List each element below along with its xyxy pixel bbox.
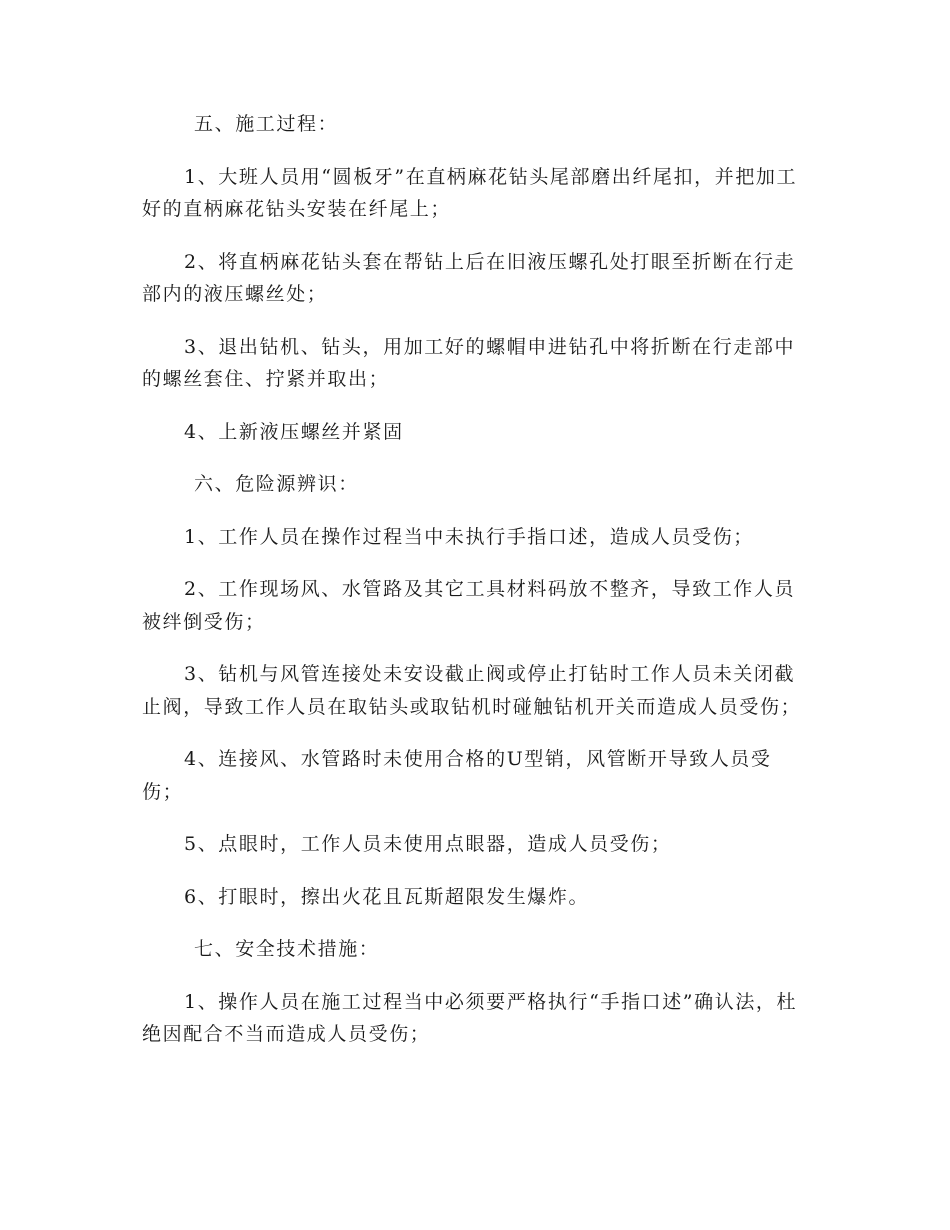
paragraph-safety-measure-1: 1、操作人员在施工过程当中必须要严格执行“手指口述”确认法，杜绝因配合不当而造成人员受伤； xyxy=(142,990,798,1045)
paragraph-process-step-1: 1、大班人员用“圆板牙”在直柄麻花钻头尾部磨出纤尾扣，并把加工好的直柄麻花钻头安装在纤尾上； xyxy=(142,165,798,220)
section-heading-safety-measures: 七、安全技术措施： xyxy=(194,938,380,960)
section-heading-construction-process: 五、施工过程： xyxy=(194,113,339,135)
paragraph-process-step-4: 4、上新液压螺丝并紧固 xyxy=(184,420,404,443)
paragraph-hazard-2: 2、工作现场风、水管路及其它工具材料码放不整齐，导致工作人员被绊倒受伤； xyxy=(142,578,796,633)
paragraph-process-step-3: 3、退出钻机、钻头，用加工好的螺帽申进钻孔中将折断在行走部中的螺丝套住、拧紧并取出； xyxy=(142,335,796,390)
document-body xyxy=(142,108,810,1071)
section-heading-hazard-identification: 六、危险源辨识： xyxy=(194,473,359,495)
paragraph-hazard-3: 3、钻机与风管连接处未安设截止阀或停止打钻时工作人员未关闭截止阀，导致工作人员在取钻头或取钻机时碰触钻机开关而造成人员受伤； xyxy=(142,663,802,718)
paragraph-hazard-1: 1、工作人员在操作过程当中未执行手指口述，造成人员受伤； xyxy=(184,525,754,548)
paragraph-hazard-4: 4、连接风、水管路时未使用合格的U型销，风管断开导致人员受伤； xyxy=(142,748,772,803)
paragraph-process-step-2: 2、将直柄麻花钻头套在帮钻上后在旧液压螺孔处打眼至折断在行走部内的液压螺丝处； xyxy=(142,250,796,305)
paragraph-hazard-5: 5、点眼时，工作人员未使用点眼器，造成人员受伤； xyxy=(184,833,672,855)
paragraph-hazard-6: 6、打眼时，擦出火花且瓦斯超限发生爆炸。 xyxy=(184,885,590,908)
